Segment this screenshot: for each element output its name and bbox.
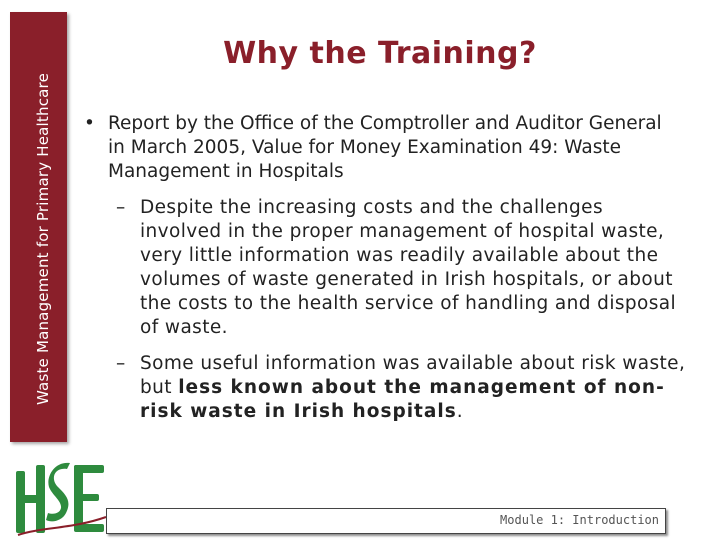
sub-bullet-2-plain: Some useful information was available about risk waste, but (140, 353, 686, 398)
dash-icon: – (116, 197, 126, 218)
sub-bullet-1 (116, 196, 686, 340)
footer-bar (106, 508, 666, 534)
sidebar-label: Waste Management for Primary Healthcare (34, 72, 52, 406)
sub-bullet-2-emphasis: less known about the management of non-risk waste in Irish hospitals (140, 377, 665, 422)
hse-logo (12, 457, 108, 537)
sub-bullet-2 (116, 352, 686, 424)
sub-bullet-1-text: Despite the increasing costs and the challenges involved in the proper management of hospital waste, very little information was readily available about the volumes of waste generated in Irish hospitals, or about the costs to the health service of handling and disposal of waste. (140, 197, 677, 338)
dash-icon: – (116, 353, 126, 374)
page-title: Why the Training? (223, 36, 537, 71)
sub-bullet-2-text (140, 352, 686, 424)
hse-logo-letters (16, 463, 104, 533)
main-bullet (84, 112, 664, 184)
sub-bullet-2-end: . (456, 401, 463, 422)
sidebar-banner (10, 12, 67, 442)
module-label: Module 1: Introduction (500, 513, 659, 527)
main-bullet-text: Report by the Office of the Comptroller and Auditor General in March 2005, Value for Money Examination 49: Waste Management in Hospitals (108, 113, 662, 182)
bullet-icon: • (84, 113, 95, 134)
